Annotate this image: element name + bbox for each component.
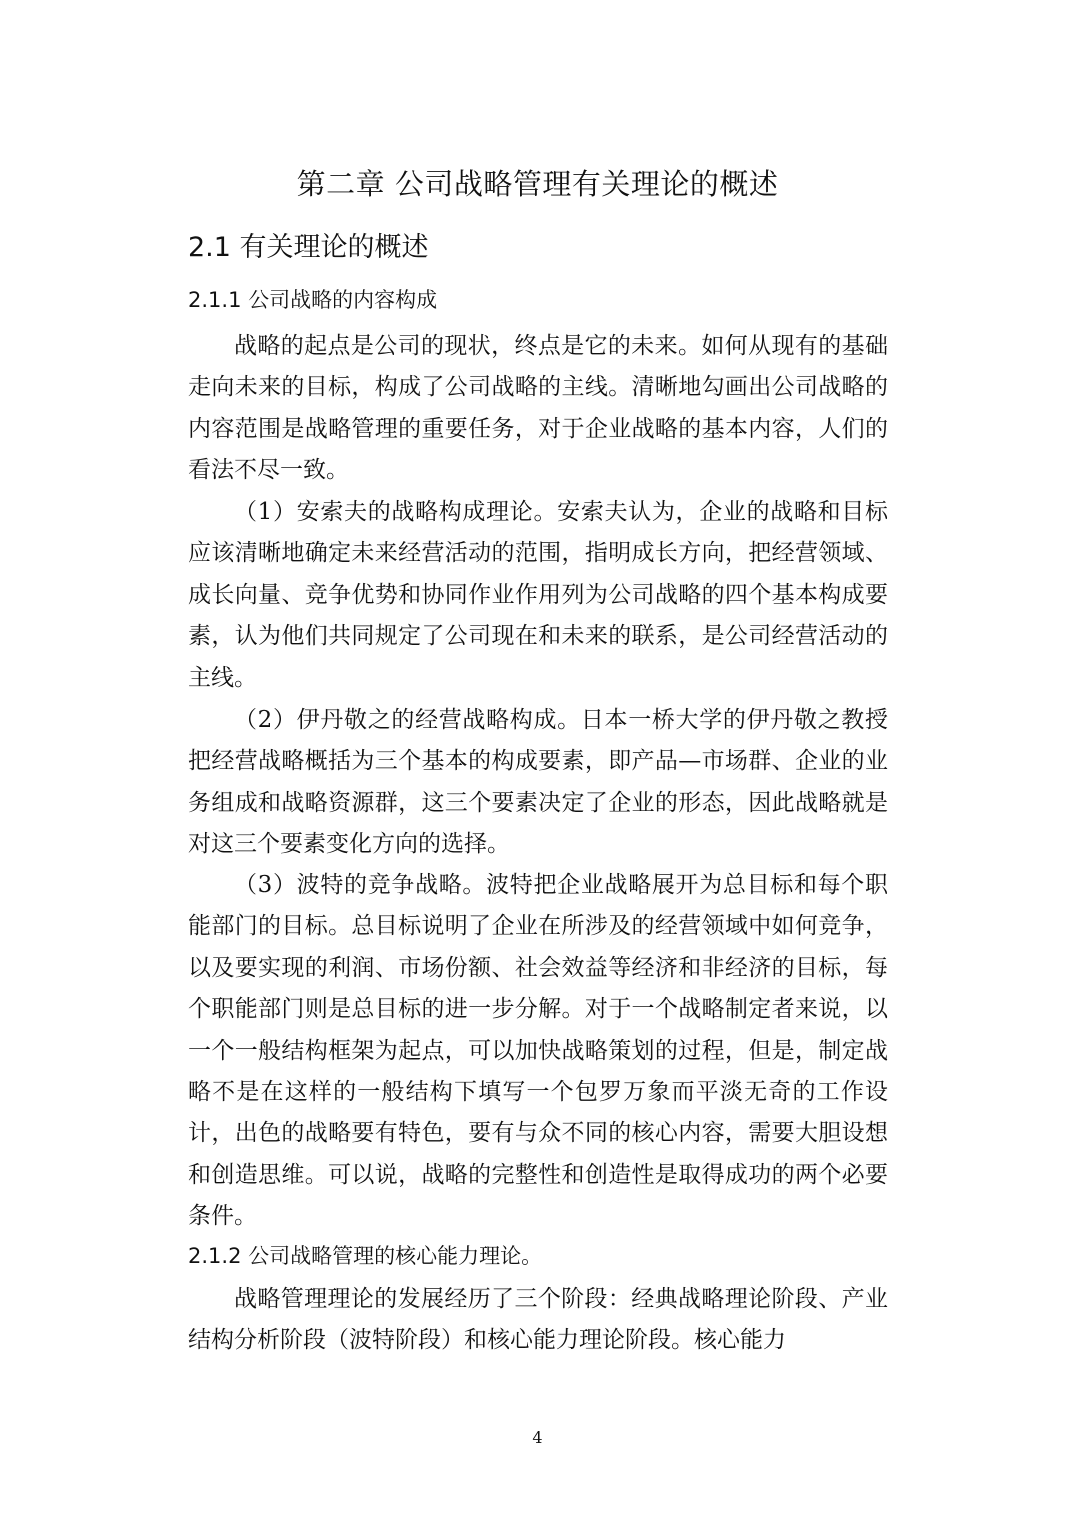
section-title: 2.1 有关理论的概述 <box>188 232 429 263</box>
subsection-title: 2.1.2 公司战略管理的核心能力理论。 <box>188 1244 543 1268</box>
body-paragraph: （3）波特的竞争战略。波特把企业战略展开为总目标和每个职能部门的目标。总目标说明了企业在所涉及的经营领域中如何竞争，以及要实现的利润、市场份额、社会效益等经济和非经济的目标，每个职能部门则是总目标的进一步分解。对于一个战略制定者来说，以一个一般结构框架为起点，可以加快战略策划的过程，但是，制定战略不是在这样的一般结构下填写一个包罗万象而平淡无奇的工作设计，出色的战略要有特色，要有与众不同的核心内容，需要大胆设想和创造思维。可以说，战略的完整性和创造性是取得成功的两个必要条件。 <box>188 872 888 1230</box>
body-paragraph: （2）伊丹敬之的经营战略构成。日本一桥大学的伊丹敬之教授把经营战略概括为三个基本的构成要素，即产品—市场群、企业的业务组成和战略资源群，这三个要素决定了企业的形态，因此战略就是对这三个要素变化方向的选择。 <box>188 707 888 858</box>
body-paragraph: 战略管理理论的发展经历了三个阶段：经典战略理论阶段、产业结构分析阶段（波特阶段）和核心能力理论阶段。核心能力 <box>188 1286 888 1354</box>
body-paragraph: 战略的起点是公司的现状，终点是它的未来。如何从现有的基础走向未来的目标，构成了公司战略的主线。清晰地勾画出公司战略的内容范围是战略管理的重要任务，对于企业战略的基本内容，人们的看法不尽一致。 <box>188 333 888 484</box>
subsection-title: 2.1.1 公司战略的内容构成 <box>188 288 438 312</box>
chapter-title: 第二章 公司战略管理有关理论的概述 <box>296 167 779 201</box>
body-paragraph: （1）安索夫的战略构成理论。安索夫认为，企业的战略和目标应该清晰地确定未来经营活动的范围，指明成长方向，把经营领域、成长向量、竞争优势和协同作业作用列为公司战略的四个基本构成要素，认为他们共同规定了公司现在和未来的联系，是公司经营活动的主线。 <box>188 499 888 691</box>
page-number: 4 <box>532 1428 543 1447</box>
